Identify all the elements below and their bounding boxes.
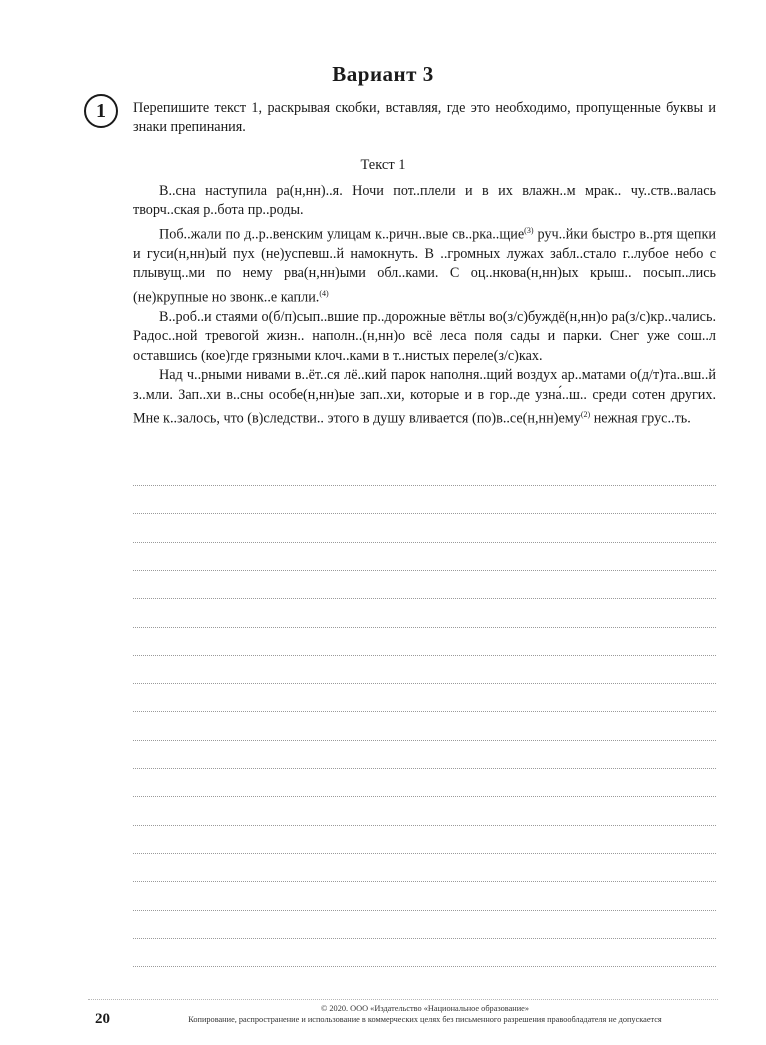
answer-line (133, 570, 716, 571)
copyright-line: © 2020. ООО «Издательство «Национальное образование» (321, 1004, 529, 1013)
footnote-marker: (3) (524, 225, 534, 235)
answer-line (133, 542, 716, 543)
footnote-marker: (2) (580, 409, 591, 419)
paragraph-text: руч..йки быстро в..ртя щепки и гуси(н,нн)ый пух (не)успевш..й намокнуть. В ..громных лужах забл..стало г..лубое небо с плывущ..ми по нему рва(н,нн)ыми обл..ками. С оц..нкова(н,нн)ых крыш.. посып..лись (не)крупные но звонк..е капли. (133, 226, 716, 306)
answer-line (133, 881, 716, 882)
copyright-line: Копирование, распространение и использование в коммерческих целях без письменного разрешения правообладателя не допускается (188, 1015, 662, 1024)
paragraph-text: Над ч..рными нивами в..ёт..ся лё..кий парок наполня..щий воздух ар..матами о(д/т)та..вш..й з..мли. Зап..хи в..сны особе(н,нн)ые зап..хи, которые и в гор..де узна́..ш.. среди сотен других. Мне к..залось, что (в)следстви.. этого в душу вливается (по)в..се(н,нн)ему (133, 367, 716, 427)
task-number-badge: 1 (84, 94, 118, 128)
answer-line (133, 655, 716, 656)
text-heading: Текст 1 (360, 157, 406, 173)
answer-line (133, 513, 716, 514)
paragraph (133, 366, 716, 429)
answer-line (133, 627, 716, 628)
exercise-text (133, 182, 716, 429)
answer-line (133, 966, 716, 967)
answer-line (133, 740, 716, 741)
paragraph-text: нежная грус..ть. (590, 410, 691, 427)
answer-line (133, 768, 716, 769)
paragraph-text: В..сна наступила ра(н,нн)..я. Ночи пот..плели и в их влажн..м мрак.. чу..ств..валась творч..ская р..бота пр..роды. (133, 183, 716, 219)
answer-line (133, 825, 716, 826)
paragraph-text: В..роб..и стаями о(б/п)сып..вшие пр..дорожные вётлы во(з/с)буждё(н,нн)о ра(з/с)кр..чались. Радос..ной тревогой жизн.. наполн..(н,нн)о всё леса поля сады и парки. Снег уже сош..л оставшись (кое)где грязными клоч..ками в т..нистых переле(з/с)ках. (133, 308, 716, 364)
copyright-notice (125, 1003, 725, 1025)
answer-line (133, 598, 716, 599)
answer-line (133, 796, 716, 797)
answer-line (133, 853, 716, 854)
paragraph (133, 308, 716, 366)
answer-line (133, 683, 716, 684)
page-title: Вариант 3 (332, 62, 434, 86)
answer-line (133, 910, 716, 911)
page-number: 20 (95, 1011, 110, 1027)
answer-line (133, 711, 716, 712)
task-instruction: Перепишите текст 1, раскрывая скобки, вставляя, где это необходимо, пропущенные буквы и знаки препинания. (133, 100, 716, 135)
paragraph (133, 221, 716, 308)
footnote-marker: (4) (319, 288, 329, 298)
paragraph (133, 182, 716, 221)
answer-line (133, 938, 716, 939)
footer-divider (88, 999, 718, 1000)
answer-line (133, 485, 716, 486)
paragraph-text: Поб..жали по д..р..венским улицам к..ричн..вые св..рка..щие (159, 226, 525, 243)
